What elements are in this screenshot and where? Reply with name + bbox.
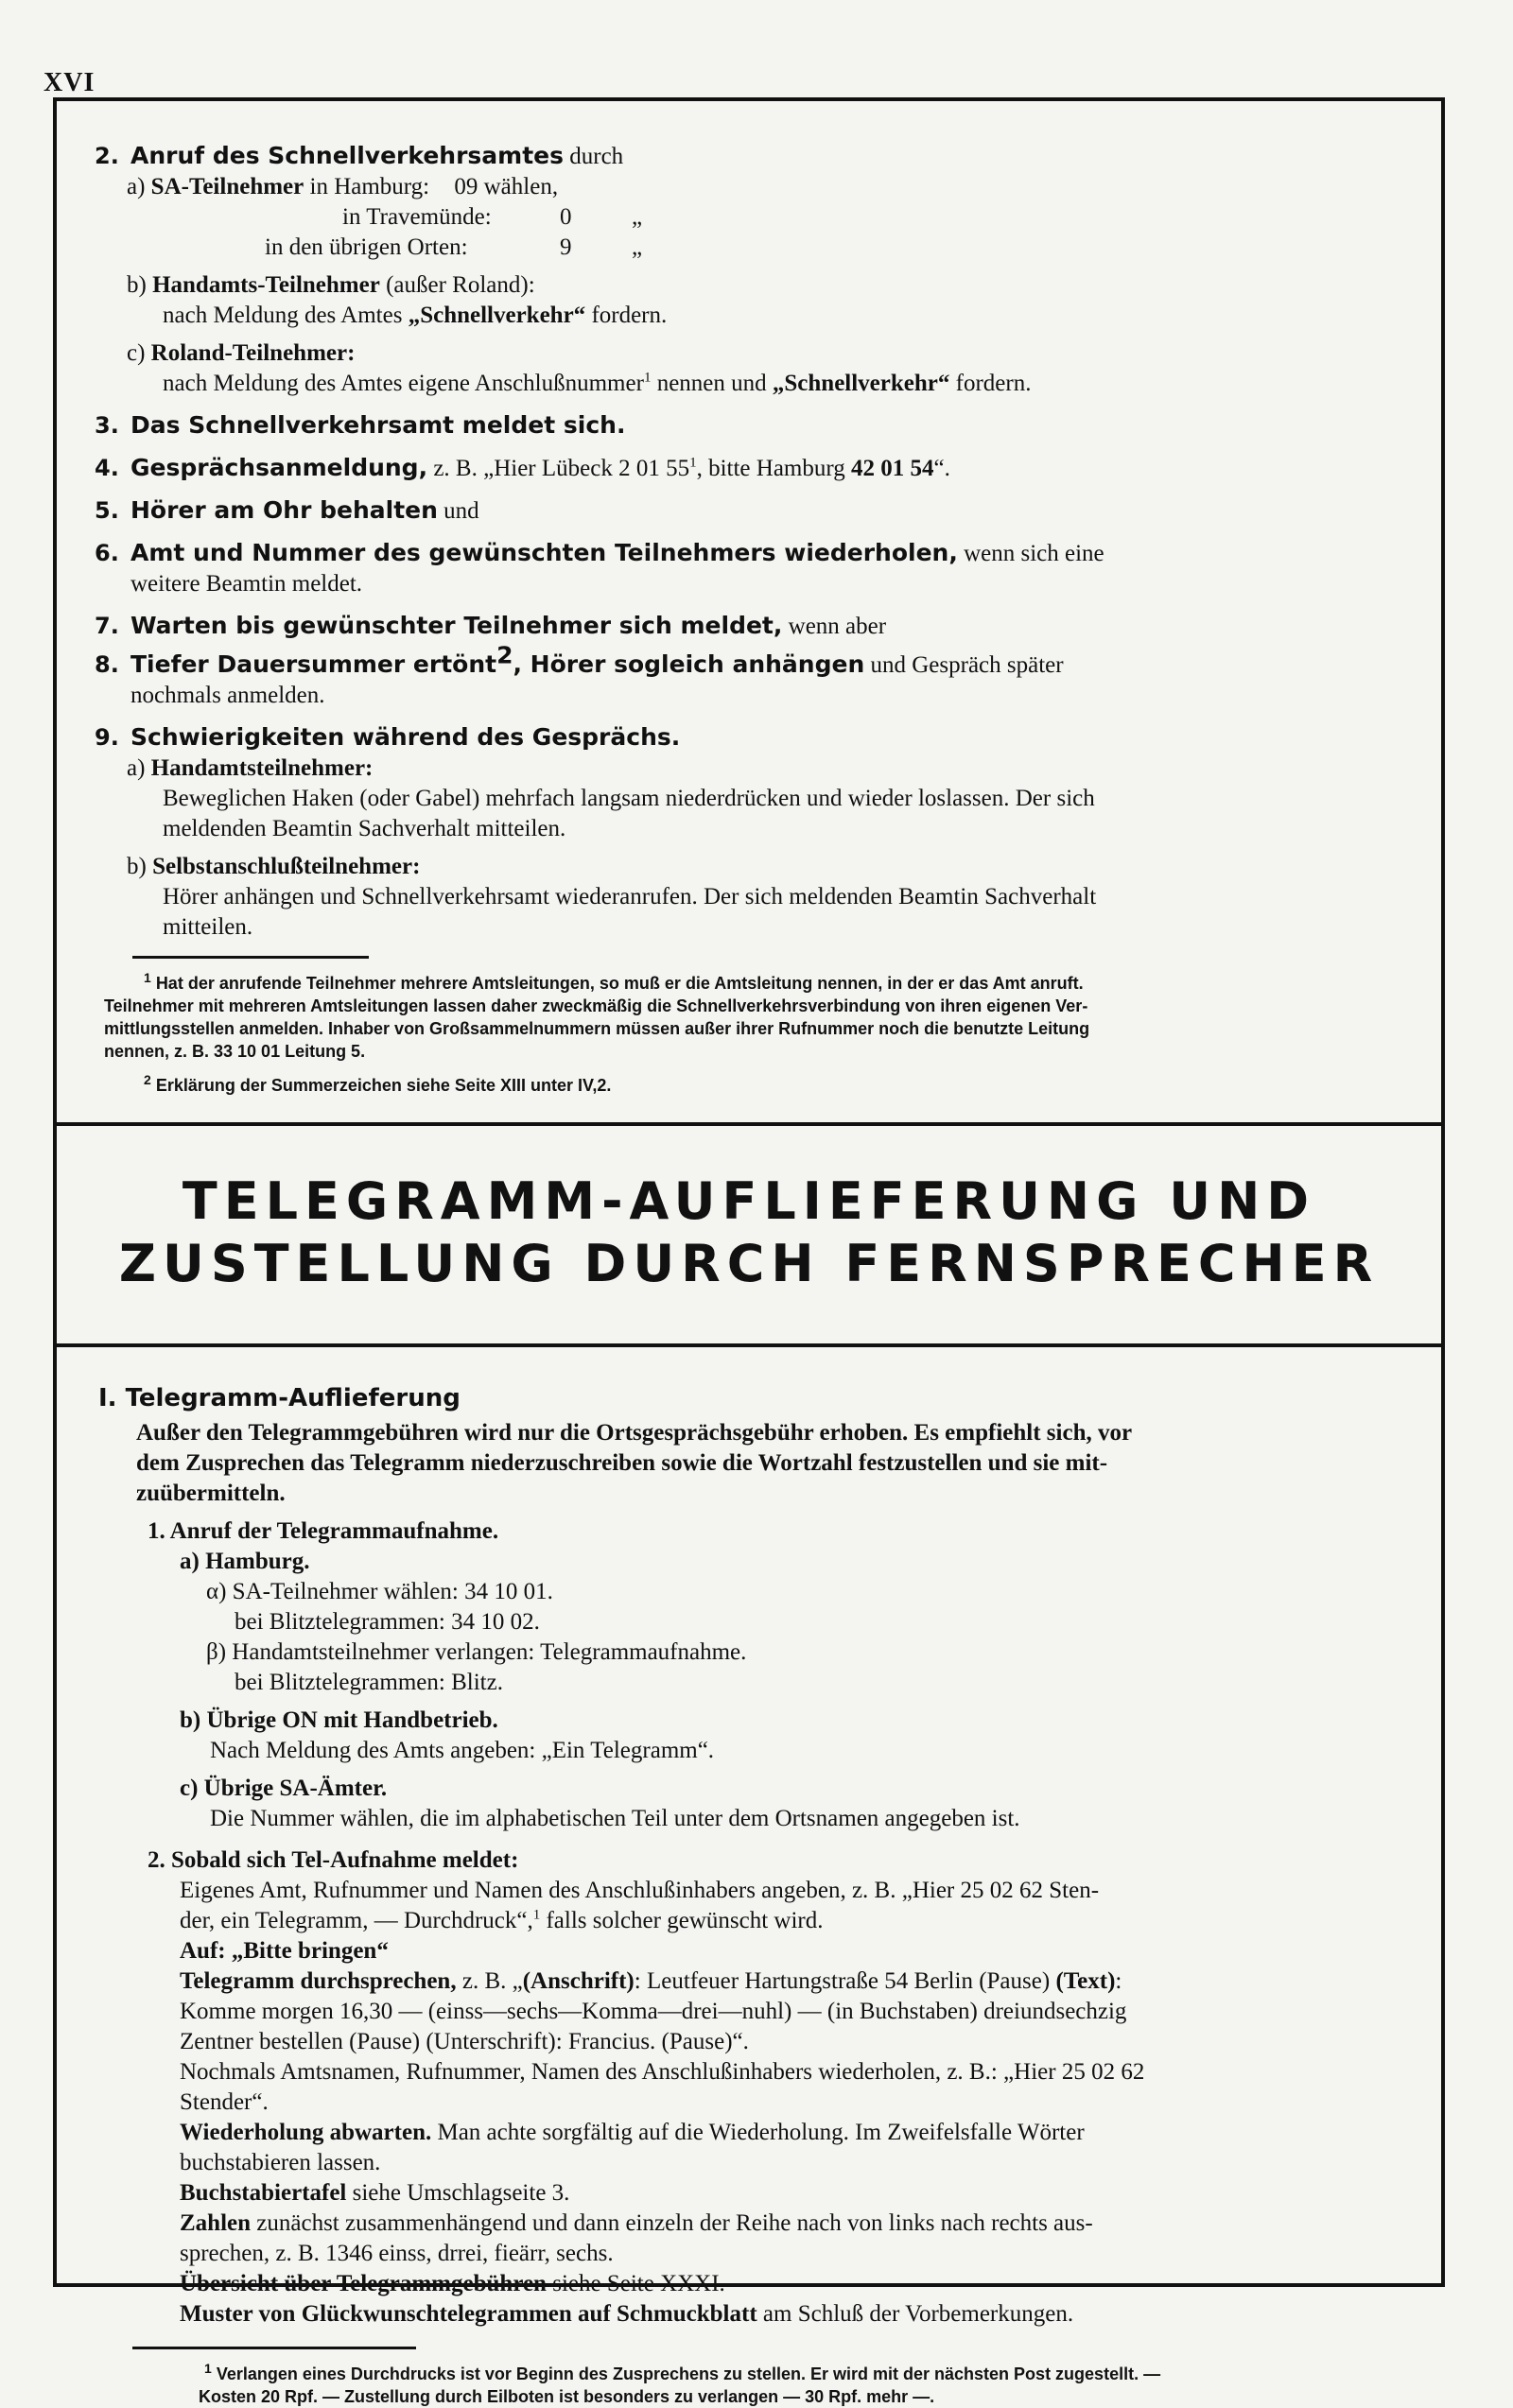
step-9b-line3: mitteilen.	[163, 914, 253, 940]
point-2-line2	[95, 1906, 1403, 1936]
dial-value: 0	[560, 204, 572, 230]
point-2-line13: sprechen, z. B. 1346 einss, drrei, fieärr, sechs.	[180, 2241, 614, 2266]
point-1a-alpha: α) SA-Teilnehmer wählen: 34 10 01.	[206, 1579, 553, 1604]
step-heading: Tiefer Dauersummer ertönt	[130, 650, 497, 678]
step-text: z. B. „Hier Lübeck 2 01 55	[427, 456, 690, 481]
point-2-line10: buchstabieren lassen.	[180, 2150, 381, 2175]
ditto-mark: „	[632, 204, 643, 230]
section-heading	[95, 1383, 1403, 1414]
body-text: z. B. „	[456, 1968, 523, 1994]
point-1c-line2: Die Nummer wählen, die im alphabetischen Teil unter dem Ortsnamen angegeben ist.	[210, 1806, 1020, 1831]
step-heading: Hörer am Ohr behalten	[130, 496, 438, 524]
heading-text: I. Telegramm-Auflieferung	[98, 1384, 461, 1412]
sub-label: b)	[127, 272, 147, 298]
step-heading: Anruf des Schnellverkehrsamtes	[130, 142, 565, 169]
point-2-line8: Stender“.	[180, 2089, 269, 2115]
step-9a-line2: Beweglichen Haken (oder Gabel) mehrfach langsam niederdrücken und wieder loslassen. Der sich	[163, 786, 1095, 811]
sub-label: c)	[127, 340, 146, 366]
step-text: wenn aber	[782, 614, 887, 639]
body-text: der, ein Telegramm, — Durchdruck“,	[180, 1908, 533, 1933]
point-1a-beta: β) Handamtsteilnehmer verlangen: Telegrammaufnahme.	[206, 1639, 747, 1665]
point-2-line9	[95, 2118, 1403, 2148]
telegram-section	[57, 1347, 1441, 2406]
step-2a-line2	[95, 202, 1403, 233]
sub-text: nennen und	[651, 371, 773, 396]
step-6	[95, 538, 1403, 569]
point-2: 2. Sobald sich Tel-Aufnahme meldet:	[148, 1847, 519, 1873]
body-text: siehe Seite XXXI.	[546, 2271, 725, 2296]
sub-label: a)	[127, 755, 146, 781]
sub-heading: Handamtsteilnehmer:	[150, 755, 374, 781]
section-title-line1: TELEGRAMM-AUFLIEFERUNG UND	[182, 1171, 1316, 1231]
section-title-line2: ZUSTELLUNG DURCH FERNSPRECHER	[118, 1234, 1380, 1293]
step-heading: Das Schnellverkehrsamt meldet sich.	[130, 411, 626, 439]
footnote-2	[95, 1068, 1403, 1097]
footnote-text: Verlangen eines Durchdrucks ist vor Beginn des Zusprechens zu stellen. Er wird mit der nächsten Post zugestellt. —	[216, 2365, 1161, 2383]
step-text: “.	[933, 456, 950, 481]
point-1a: a) Hamburg.	[180, 1549, 310, 1574]
footnote-ref: 2	[496, 641, 513, 669]
point-2-line15	[95, 2299, 1403, 2330]
sub-text: in Hamburg:	[304, 174, 430, 199]
intro-line2: dem Zusprechen das Telegramm niederzuschreiben sowie die Wortzahl festzustellen und sie mit-	[136, 1450, 1108, 1476]
sub-label: b)	[127, 854, 147, 879]
footnote-mark: 1	[204, 2361, 212, 2376]
sub-text: in den übrigen Orten:	[265, 234, 468, 260]
step-heading: Amt und Nummer des gewünschten Teilnehmers wiederholen,	[130, 539, 958, 566]
keyword: Wiederholung abwarten.	[180, 2120, 432, 2145]
section-title-box	[57, 1126, 1441, 1347]
step-number: 6.	[95, 540, 119, 566]
step-heading: Gesprächsanmeldung,	[130, 454, 428, 481]
keyword: Muster von Glückwunschtelegrammen auf Schmuckblatt	[180, 2301, 757, 2327]
sub-text: nach Meldung des Amtes	[163, 303, 409, 328]
content-frame	[53, 97, 1445, 2406]
footnote-mark: 1	[144, 970, 151, 985]
footnote-divider	[132, 2347, 416, 2349]
footnote-1-line2: Teilnehmer mit mehreren Amtsleitungen lassen daher zweckmäßig die Schnellverkehrsverbindung von ihren eigenen Ver-	[104, 996, 1088, 1015]
step-2a	[95, 172, 1403, 202]
step-2c	[95, 338, 1403, 369]
point-2-line3: Auf: „Bitte bringen“	[180, 1938, 389, 1964]
body-text: zunächst zusammenhängend und dann einzeln der Reihe nach von links nach rechts aus-	[251, 2210, 1093, 2236]
footnote-1-line3: mittlungsstellen anmelden. Inhaber von Großsammelnummern müssen außer ihrer Rufnummer noch die benutzte Leitung	[104, 1019, 1090, 1038]
step-text: , bitte Hamburg	[696, 456, 851, 481]
step-text: und	[437, 498, 479, 524]
dial-value: 9	[560, 234, 572, 260]
footnote-1-line4: nennen, z. B. 33 10 01 Leitung 5.	[104, 1042, 366, 1061]
keyword: „Schnellverkehr“	[408, 303, 586, 328]
point-2-line4	[95, 1966, 1403, 1997]
body-text: siehe Umschlagseite 3.	[346, 2180, 570, 2206]
call-procedure-section	[57, 101, 1441, 1122]
step-number: 2.	[95, 143, 119, 169]
step-heading: Warten bis gewünschter Teilnehmer sich meldet,	[130, 612, 783, 639]
sub-text: (außer Roland):	[379, 272, 535, 298]
step-text: durch	[564, 144, 624, 169]
step-number: 7.	[95, 613, 119, 639]
point-1b: b) Übrige ON mit Handbetrieb.	[180, 1707, 498, 1733]
point-2-line12	[95, 2209, 1403, 2239]
step-9a-line3: meldenden Beamtin Sachverhalt mitteilen.	[163, 816, 566, 841]
keyword: Zahlen	[180, 2210, 252, 2236]
footnote-ref: 1	[689, 455, 697, 471]
point-1a-beta2: bei Blitztelegrammen: Blitz.	[235, 1670, 503, 1695]
body-text: Man achte sorgfältig auf die Wiederholung. Im Zweifelsfalle Wörter	[431, 2120, 1085, 2145]
point-1a-alpha2: bei Blitztelegrammen: 34 10 02.	[235, 1609, 540, 1635]
step-text: wenn sich eine	[957, 541, 1104, 566]
keyword: (Text)	[1055, 1968, 1116, 1994]
intro-line1: Außer den Telegrammgebühren wird nur die Ortsgesprächsgebühr erhoben. Es empfiehlt sich, vor	[136, 1420, 1133, 1446]
step-9	[95, 722, 1403, 754]
keyword: Telegramm durchsprechen,	[180, 1968, 457, 1994]
body-text: :	[1115, 1968, 1122, 1994]
footnote-bottom	[95, 2357, 1403, 2385]
point-1: 1. Anruf der Telegrammaufnahme.	[148, 1518, 499, 1544]
step-3	[95, 410, 1403, 442]
point-2-line14	[95, 2269, 1403, 2299]
footnote-bottom-line2: Kosten 20 Rpf. — Zustellung durch Eilboten ist besonders zu verlangen — 30 Rpf. mehr —.	[199, 2387, 935, 2406]
point-2-line5: Komme morgen 16,30 — (einss—sechs—Komma—drei—nuhl) — (in Buchstaben) dreiundsechzig	[180, 1999, 1127, 2024]
sub-label: a)	[127, 174, 146, 199]
point-1b-line2: Nach Meldung des Amts angeben: „Ein Telegramm“.	[210, 1738, 715, 1763]
sub-heading: Selbstanschlußteilnehmer:	[152, 854, 421, 879]
step-number: 3.	[95, 412, 119, 439]
point-2-line11	[95, 2178, 1403, 2209]
step-number: 4.	[95, 455, 119, 481]
sub-text: fordern.	[585, 303, 668, 328]
step-5	[95, 495, 1403, 527]
step-9a	[95, 754, 1403, 784]
step-heading: , Hörer sogleich anhängen	[513, 650, 865, 678]
point-2-line6: Zentner bestellen (Pause) (Unterschrift): Francius. (Pause)“.	[180, 2029, 749, 2054]
step-number: 9.	[95, 724, 119, 751]
footnote-text: Hat der anrufende Teilnehmer mehrere Amtsleitungen, so muß er die Amtsleitung nennen, in der er das Amt anruft.	[155, 974, 1084, 993]
footnote-text: Erklärung der Summerzeichen siehe Seite XIII unter IV,2.	[155, 1076, 612, 1095]
footnote-1	[95, 966, 1403, 995]
step-2	[95, 141, 1403, 172]
step-2a-line3	[95, 233, 1403, 263]
sub-text: in Travemünde:	[342, 204, 492, 230]
footnote-ref: 1	[643, 370, 652, 386]
dial-value: 09 wählen,	[454, 174, 559, 199]
step-heading: Schwierigkeiten während des Gesprächs.	[130, 723, 681, 751]
point-2-line1: Eigenes Amt, Rufnummer und Namen des Anschlußinhabers angeben, z. B. „Hier 25 02 62 Sten-	[180, 1878, 1100, 1903]
keyword: Buchstabiertafel	[180, 2180, 347, 2206]
keyword: Übersicht über Telegrammgebühren	[180, 2271, 547, 2296]
sub-text: fordern.	[949, 371, 1032, 396]
ditto-mark: „	[632, 234, 643, 260]
step-7	[95, 611, 1403, 642]
body-text: : Leutfeuer Hartungstraße 54 Berlin (Pause)	[634, 1968, 1056, 1994]
step-8	[95, 641, 1403, 681]
sub-heading: Roland-Teilnehmer:	[150, 340, 356, 366]
step-2c-line2	[95, 369, 1403, 399]
footnote-divider	[132, 956, 369, 959]
page-number: XVI	[43, 68, 96, 97]
step-9b	[95, 852, 1403, 882]
point-1c: c) Übrige SA-Ämter.	[180, 1776, 388, 1801]
keyword: (Anschrift)	[522, 1968, 635, 1994]
keyword: „Schnellverkehr“	[772, 371, 950, 396]
step-2b-line2	[95, 301, 1403, 331]
body-text: am Schluß der Vorbemerkungen.	[756, 2301, 1074, 2327]
step-number: 5.	[95, 497, 119, 524]
phone-number: 42 01 54	[851, 456, 934, 481]
point-2-line7: Nochmals Amtsnamen, Rufnummer, Namen des Anschlußinhabers wiederholen, z. B.: „Hier 25 02 62	[180, 2059, 1145, 2085]
footnote-ref: 1	[532, 1907, 541, 1923]
intro-line3: zuübermitteln.	[136, 1481, 286, 1506]
step-9b-line2: Hörer anhängen und Schnellverkehrsamt wiederanrufen. Der sich meldenden Beamtin Sachverhalt	[163, 884, 1097, 909]
step-6-line2: weitere Beamtin meldet.	[130, 571, 363, 597]
step-number: 8.	[95, 651, 119, 678]
step-2b	[95, 270, 1403, 301]
step-4	[95, 453, 1403, 484]
footnote-mark: 2	[144, 1072, 151, 1087]
body-text: falls solcher gewünscht wird.	[540, 1908, 824, 1933]
sub-heading: SA-Teilnehmer	[150, 174, 304, 199]
step-text: und Gespräch später	[864, 652, 1064, 678]
sub-heading: Handamts-Teilnehmer	[152, 272, 380, 298]
sub-text: nach Meldung des Amtes eigene Anschlußnummer	[163, 371, 644, 396]
step-8-line2: nochmals anmelden.	[130, 683, 325, 708]
